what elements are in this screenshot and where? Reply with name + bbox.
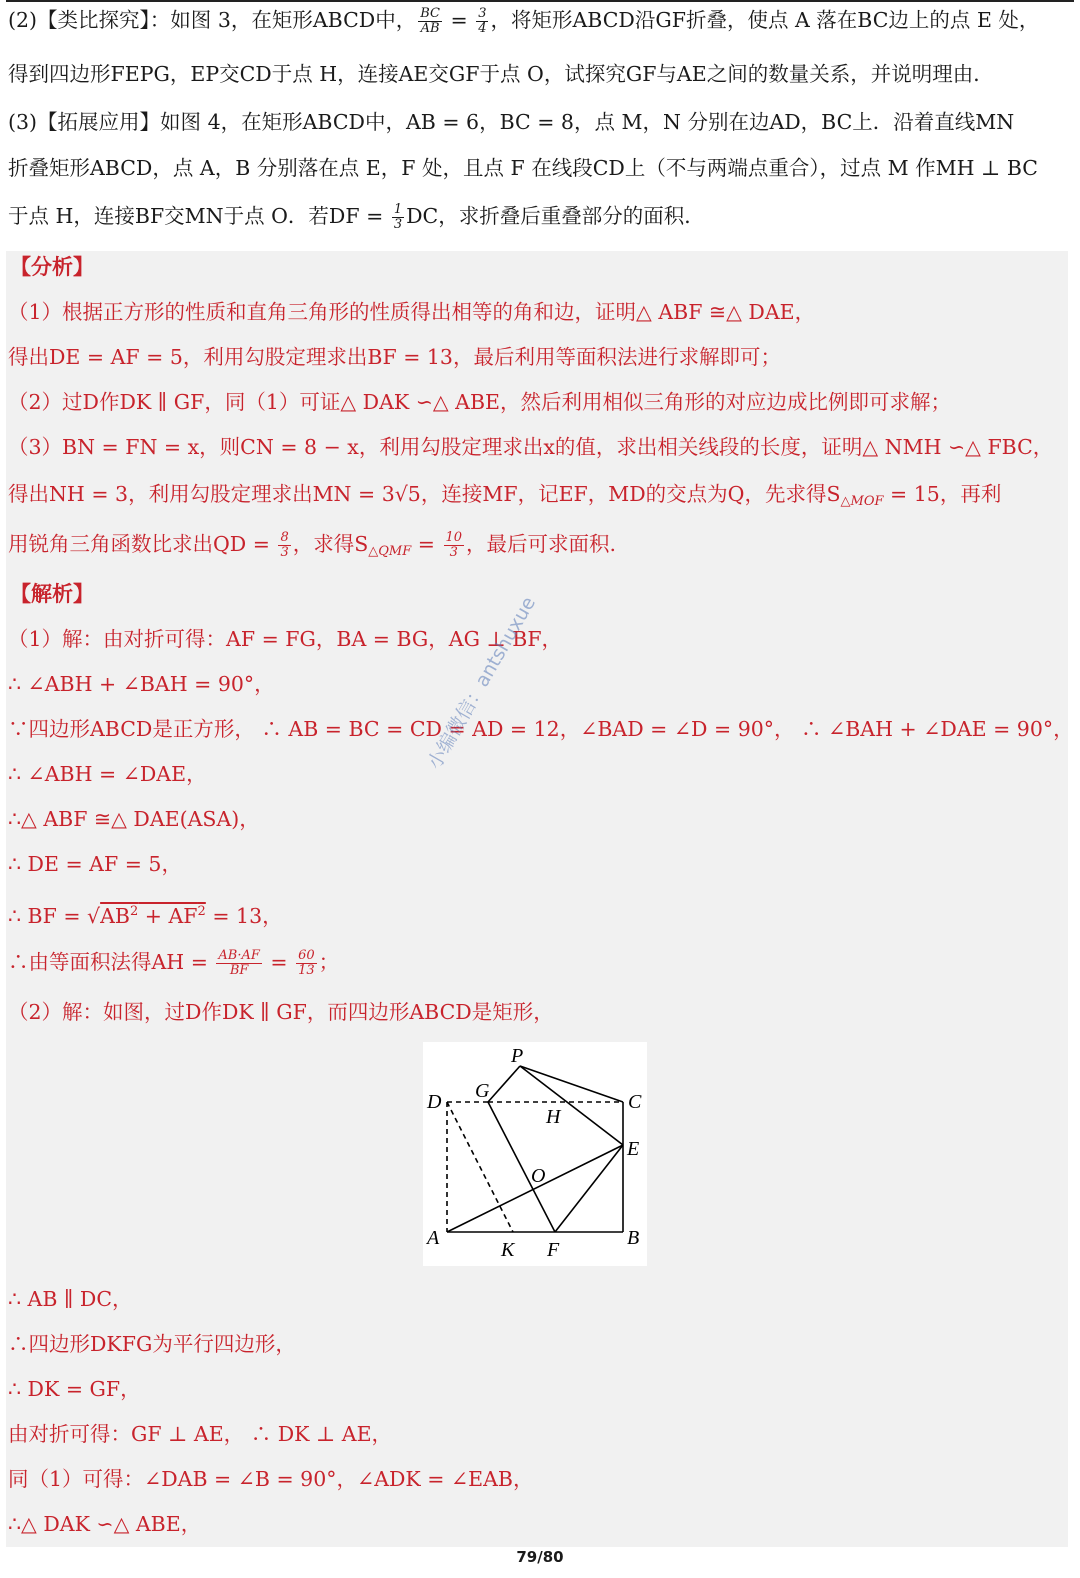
solution-line-10: ∴ AB ∥ DC， bbox=[8, 1287, 133, 1311]
problem-3-number: (3) bbox=[8, 110, 38, 134]
problem-2-line-2: 得到四边形FEPG，EP交CD于点 H，连接AE交GF于点 O，试探究GF与AE之间的数量关系，并说明理由． bbox=[8, 62, 994, 86]
analysis-line-5: 得出NH = 3，利用勾股定理求出MN = 3√5，连接MF，记EF，MD的交点为Q，先求得$S_{\triangle MOF} = 15$，再利 bbox=[8, 482, 1002, 509]
analysis-heading: 【分析】 bbox=[10, 254, 94, 279]
label-c: C bbox=[628, 1091, 642, 1113]
solution-line-3: ∵四边形ABCD是正方形， ∴ AB = BC = CD = AD = 12，∠BAD = ∠D = 90°， ∴ ∠BAH + ∠DAE = 90°， bbox=[8, 717, 1074, 741]
solution-line-2: ∴ ∠ABH + ∠BAH = 90°， bbox=[8, 672, 275, 696]
label-a: A bbox=[427, 1227, 440, 1249]
problem-3-line-3: 于点 H，连接BF交MN于点 O．若DF = $\frac{1}{3}$ DC，求折叠后重叠部分的面积． bbox=[8, 202, 705, 232]
watermark: 小编微信：antshuxue bbox=[423, 593, 541, 773]
ratio-3-4: $\frac{3}{4}$ bbox=[478, 6, 487, 36]
label-f: F bbox=[547, 1239, 560, 1261]
problem-2-line-1: (2)【类比探究】：如图 3，在矩形ABCD中， $\frac{BC}{AB}$ = $\frac{3}{4}$ ，将矩形ABCD沿GF折叠，使点 A 落在BC边上的点 E 处， bbox=[8, 6, 1040, 36]
label-k: K bbox=[501, 1239, 515, 1261]
solution-line-6: ∴ DE = AF = 5， bbox=[8, 852, 182, 876]
analysis-line-1: （1）根据正方形的性质和直角三角形的性质得出相等的角和边，证明△ ABF ≅△ DAE， bbox=[8, 300, 816, 324]
solution-line-5: ∴△ ABF ≅△ DAE(ASA)， bbox=[8, 807, 260, 831]
solution-line-7: ∴ BF = $√AB^2 + AF^2 = 13$， bbox=[8, 904, 283, 928]
solution-line-9: （2）解：如图，过D作DK ∥ GF，而四边形ABCD是矩形， bbox=[8, 1000, 554, 1024]
geometry-figure-svg bbox=[423, 1042, 647, 1266]
segment-gp bbox=[488, 1066, 520, 1102]
label-o: O bbox=[531, 1165, 546, 1187]
solution-line-1: （1）解：由对折可得：AF = FG，BA = BG，AG ⊥ BF， bbox=[8, 627, 563, 651]
page-number: 79/80 bbox=[516, 1548, 564, 1566]
segment-fe bbox=[555, 1145, 623, 1232]
label-e: E bbox=[627, 1138, 640, 1160]
analysis-line-2: 得出DE = AF = 5，利用勾股定理求出BF = 13，最后利用等面积法进行求解即可； bbox=[8, 345, 781, 369]
problem-3-line-2: 折叠矩形ABCD，点 A，B 分别落在点 E，F 处，且点 F 在线段CD上（不与两端点重合），过点 M 作MH ⊥ BC bbox=[8, 156, 1038, 180]
fraction-one-third: $\frac{1}{3}$ bbox=[393, 202, 403, 232]
problem-2-tag: 【类比探究】 bbox=[37, 8, 150, 32]
label-d: D bbox=[427, 1091, 442, 1113]
label-g: G bbox=[475, 1080, 490, 1102]
ratio-bc-ab: $\frac{BC}{AB}$ bbox=[420, 6, 440, 36]
solution-line-14: 同（1）可得：∠DAB = ∠B = 90°，∠ADK = ∠EAB， bbox=[8, 1467, 534, 1491]
problem-3-line-1: (3)【拓展应用】如图 4，在矩形ABCD中，AB = 6，BC = 8，点 M，N 分别在边AD，BC上．沿着直线MN bbox=[8, 110, 1015, 134]
segment-ae bbox=[447, 1145, 623, 1232]
geometry-figure bbox=[423, 1042, 647, 1266]
label-b: B bbox=[627, 1227, 640, 1249]
analysis-line-3: （2）过D作DK ∥ GF，同（1）可证△ DAK ∽△ ABE，然后利用相似三角形的对应边成比例即可求解； bbox=[8, 390, 952, 414]
analysis-line-4: （3）BN = FN = x，则CN = 8 − x，利用勾股定理求出x的值，求出相关线段的长度，证明△ NMH ∽△ FBC， bbox=[8, 435, 1054, 459]
analysis-line-6: 用锐角三角函数比求出QD = $\frac{8}{3}$ ，求得$S_{\triangle QMF}$ = $\frac{10}{3}$ ，最后可求面积. bbox=[8, 530, 617, 560]
problem-3-tag: 【拓展应用】 bbox=[37, 110, 161, 134]
solution-line-15: ∴△ DAK ∽△ ABE， bbox=[8, 1512, 202, 1536]
solution-line-11: ∴四边形DKFG为平行四边形， bbox=[8, 1332, 296, 1356]
label-p: P bbox=[511, 1045, 524, 1067]
solution-line-4: ∴ ∠ABH = ∠DAE， bbox=[8, 762, 207, 786]
problem-2-number: (2) bbox=[8, 8, 38, 32]
solution-line-8: ∴由等面积法得AH = $\frac{AB\cdot AF}{BF}$ = $\frac{60}{13}$ ； bbox=[8, 948, 340, 978]
segment-pc bbox=[520, 1066, 623, 1102]
solution-line-12: ∴ DK = GF， bbox=[8, 1377, 141, 1401]
segment-pe bbox=[520, 1066, 623, 1145]
solution-line-13: 由对折可得：GF ⊥ AE， ∴ DK ⊥ AE， bbox=[8, 1422, 393, 1446]
segment-dk bbox=[447, 1102, 513, 1232]
solution-heading: 【解析】 bbox=[10, 581, 94, 606]
label-h: H bbox=[546, 1106, 561, 1128]
top-rule bbox=[6, 0, 1074, 2]
